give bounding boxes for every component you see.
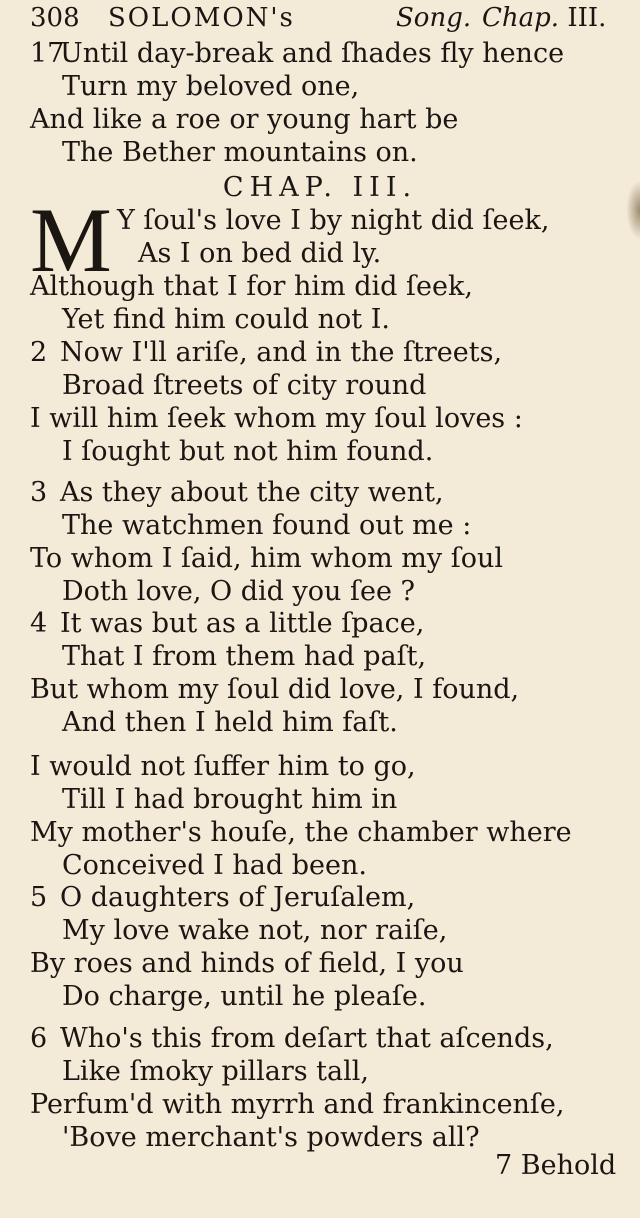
catchword: 7 Behold [495,1150,617,1181]
verse-line: To whom I ſaid, him whom my ſoul [30,543,503,574]
verse-line: My love wake not, nor raiſe, [62,915,448,946]
verse-number: 6 [30,1023,48,1054]
verse-line: I would not ſuffer him to go, [30,751,416,782]
header-book: Song. [396,3,472,33]
verse-line: And like a roe or young hart be [30,104,459,135]
line-text: It was but as a little ſpace, [60,608,425,639]
line-text: As they about the city went, [60,477,444,508]
verse-line: Although that I for him did ſeek, [30,271,473,302]
chapter-label: Chap. [482,3,560,33]
drop-cap: M [30,189,112,291]
verse-line: The watchmen found out me : [62,510,472,541]
verse-number: 17 [30,38,65,69]
verse-line: Perfum'd with myrrh and frankincenſe, [30,1089,565,1120]
verse-number: 2 [30,337,48,368]
header-title: SOLOMON's [108,3,295,33]
running-header [30,2,630,34]
verse-line: Till I had brought him in [62,784,398,815]
verse-line: Conceived I had been. [62,850,367,881]
verse-line: But whom my ſoul did love, I found, [30,674,520,705]
verse-line: As I on bed did ly. [138,238,382,269]
header-chapter [482,2,606,34]
verse-line [30,882,415,914]
verse-line: Turn my beloved one, [62,71,360,102]
verse-line: I will him ſeek whom my ſoul loves : [30,403,523,434]
verse-line: That I from them had paſt, [62,641,427,672]
verse-number: 4 [30,608,48,639]
verse-line: Broad ſtreets of city round [62,370,427,401]
verse-line: Like ſmoky pillars tall, [62,1056,369,1087]
verse-line: Y ſoul's love I by night did ſeek, [117,205,550,236]
chapter-number: III. [567,3,607,33]
verse-line: The Bether mountains on. [62,137,418,168]
verse-number: 3 [30,477,48,508]
verse-line: Doth love, O did you ſee ? [62,576,416,607]
line-text: Until day-break and ſhades fly hence [60,38,565,69]
line-text: Who's this from deſart that aſcends, [60,1023,554,1054]
verse-line [30,608,424,640]
verse-line: My mother's houſe, the chamber where [30,817,572,848]
verse-line [30,477,444,509]
verse-line: And then I held him faſt. [62,707,398,738]
verse-line [30,38,564,70]
verse-line: I ſought but not him found. [62,436,434,467]
line-text: Now I'll ariſe, and in the ſtreets, [60,337,503,368]
chapter-heading: CHAP. III. [222,172,418,203]
page-number: 308 [30,3,80,33]
verse-line [30,1023,554,1055]
verse-line: By roes and hinds of field, I you [30,948,464,979]
verse-number: 5 [30,882,48,913]
verse-line: 'Bove merchant's powders all? [62,1122,480,1153]
verse-line: Yet find him could not I. [62,304,390,335]
verse-line: Do charge, until he pleaſe. [62,981,427,1012]
line-text: O daughters of Jeruſalem, [60,882,416,913]
verse-line [30,337,502,369]
